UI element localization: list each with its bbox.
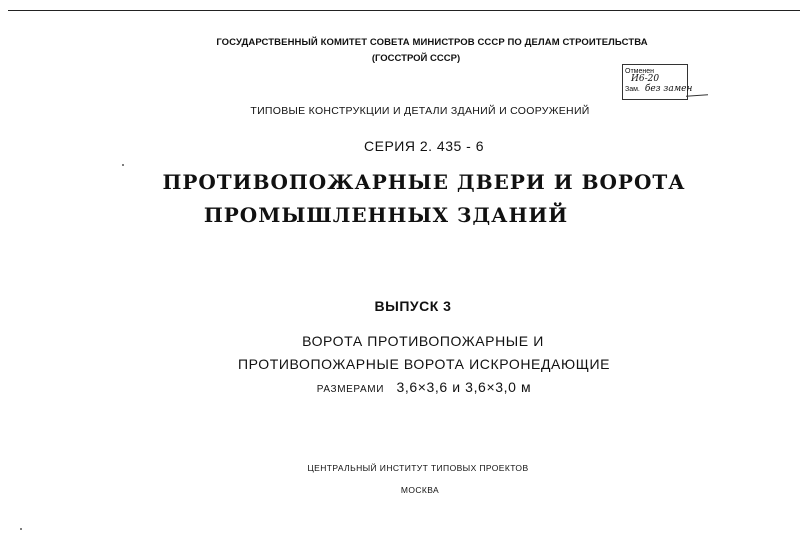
- stamp-line-1-value: И6-20: [631, 74, 660, 84]
- institute-name: ЦЕНТРАЛЬНЫЙ ИНСТИТУТ ТИПОВЫХ ПРОЕКТОВ: [307, 463, 529, 473]
- document-title-line-2: ПРОМЫШЛЕННЫХ ЗДАНИЙ: [203, 203, 569, 227]
- top-border-line: [8, 10, 800, 11]
- sizes-prefix: РАЗМЕРАМИ: [316, 384, 384, 395]
- city-name: МОСКВА: [400, 485, 440, 495]
- issue-sizes: [24, 379, 800, 395]
- stamp-underline: [686, 94, 708, 97]
- issue-subtitle-line-2: ПРОТИВОПОЖАРНЫЕ ВОРОТА ИСКРОНЕДАЮЩИЕ: [237, 356, 611, 372]
- sizes-value: 3,6×3,6 и 3,6×3,0 м: [396, 379, 532, 395]
- issue-label: ВЫПУСК 3: [374, 298, 452, 314]
- stamp-line-2-label: Зам.: [625, 86, 640, 93]
- issue-subtitle-line-1: ВОРОТА ПРОТИВОПОЖАРНЫЕ И: [302, 333, 544, 349]
- document-title-line-1: ПРОТИВОПОЖАРНЫЕ ДВЕРИ И ВОРОТА: [162, 170, 686, 194]
- scan-speck: [20, 528, 22, 530]
- series-number: СЕРИЯ 2. 435 - 6: [364, 138, 484, 154]
- stamp-line-1-label: Отменен: [625, 68, 654, 75]
- stamp-line-2: [625, 85, 692, 94]
- committee-heading: ГОСУДАРСТВЕННЫЙ КОМИТЕТ СОВЕТА МИНИСТРОВ СССР ПО ДЕЛАМ СТРОИТЕЛЬСТВА: [216, 37, 648, 48]
- scan-speck: [122, 164, 124, 166]
- gosstroy-heading: (ГОССТРОЙ СССР): [371, 53, 461, 64]
- cancellation-stamp: [622, 64, 693, 100]
- category-heading: ТИПОВЫЕ КОНСТРУКЦИИ И ДЕТАЛИ ЗДАНИЙ И СООРУЖЕНИЙ: [250, 105, 590, 117]
- stamp-line-2-value: без замен: [644, 84, 693, 94]
